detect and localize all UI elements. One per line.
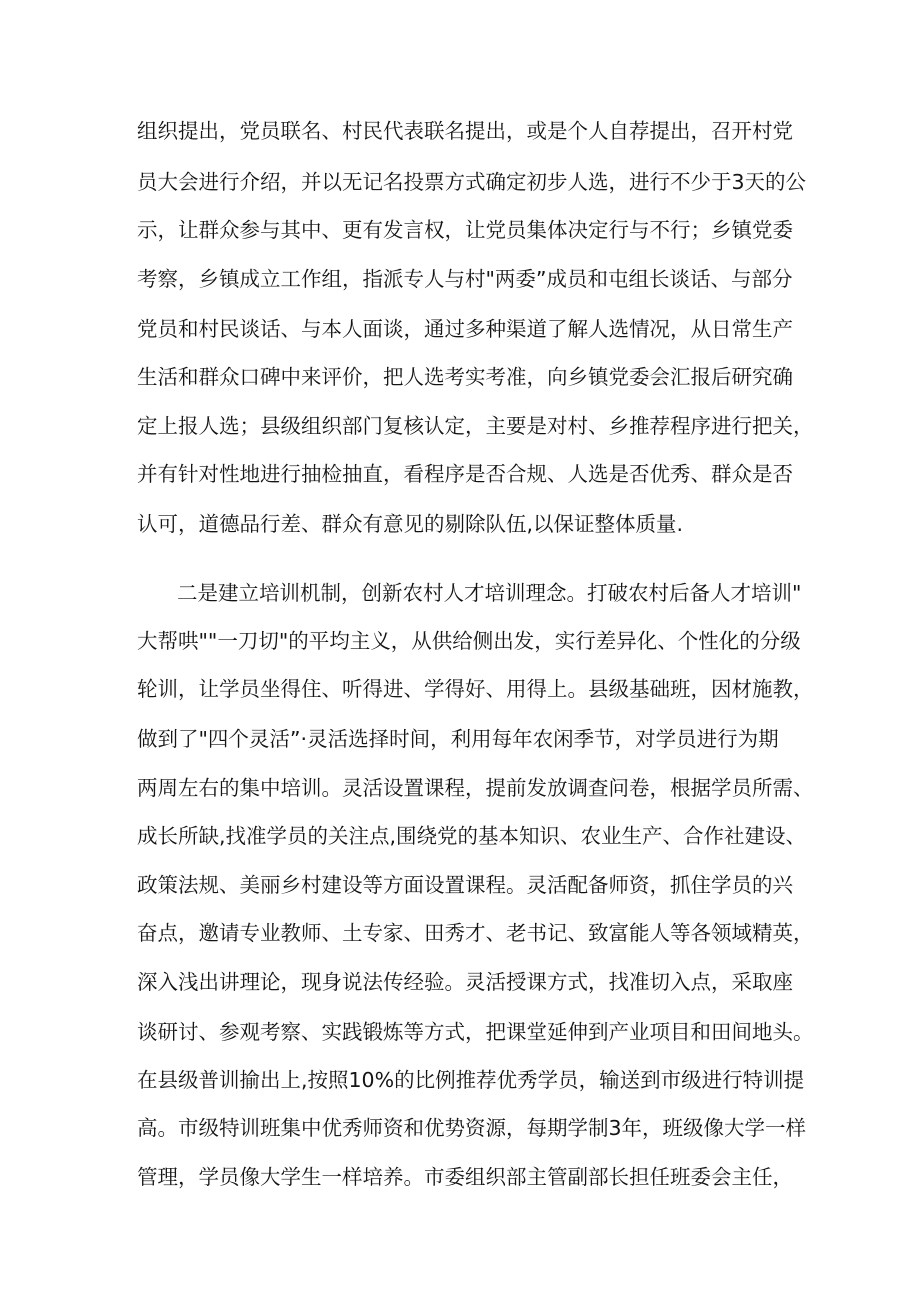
text-line: 员大会进行介绍，并以无记名投票方式确定初步人选，进行不少于3天的公 [137,170,807,194]
text-line: 示，让群众参与其中、更有发言权，让党员集体决定行与不行；乡镇党委 [137,218,793,242]
text-line: 大帮哄""一刀切"的平均主义，从供给侧出发，实行差异化、个性化的分级 [137,629,801,653]
text-line: 考察，乡镇成立工作组，指派专人与村"两委”成员和屯组长谈话、与部分 [137,267,793,291]
text-line: 党员和村民谈话、与本人面谈，通过多种渠道了解人选情况，从日常生产 [137,317,793,341]
text-line: 政策法规、美丽乡村建设等方面设置课程。灵活配备师资，抓住学员的兴 [137,873,793,897]
text-line: 谈研讨、参观考察、实践锻炼等方式，把课堂延伸到产业项目和田间地头。 [137,1020,814,1044]
text-line: 奋点，邀请专业教师、土专家、田秀才、老书记、致富能人等各领域精英， [137,921,814,945]
text-line: 认可，道德品行差、群众有意见的剔除队伍,以保证整体质量. [137,512,684,536]
text-line: 并有针对性地进行抽检抽直，看程序是否合规、人选是否优秀、群众是否 [137,462,793,486]
text-line: 两周左右的集中培训。灵活设置课程，提前发放调查问卷，根据学员所需、 [137,776,814,800]
text-line: 成长所缺,找准学员的关注点,围绕党的基本知识、农业生产、合作社建设、 [137,824,807,848]
text-line: 高。市级特训班集中优秀师资和优势资源，每期学制3年，班级像大学一样 [137,1116,807,1140]
text-line: 做到了"四个灵活”·灵活选择时间，利用每年农闲季节，对学员进行为期 [137,727,779,751]
text-line: 定上报人选；县级组织部门复核认定，主要是对村、乡推荐程序进行把关， [137,414,814,438]
text-line: 轮训，让学员坐得住、听得进、学得好、用得上。县级基础班，因材施教， [137,677,814,701]
text-line: 生活和群众口碑中来评价，把人选考实考准，向乡镇党委会汇报后研究确 [137,365,793,389]
text-line: 在县级普训揄出上,按照10%的比例推荐优秀学员，输送到市级进行特训提 [137,1068,805,1092]
text-line: 深入浅出讲理论，现身说法传经验。灵活授课方式，找准切入点，采取座 [137,970,793,994]
text-line: 组织提出，党员联名、村民代表联名提出，或是个人自荐提出，召开村党 [137,119,793,143]
text-line: 二是建立培训机制，创新农村人才培训理念。打破农村后备人才培训" [177,581,802,605]
text-line: 管理，学员像大学生一样培养。市委组织部主管副部长担任班委会主任， [137,1165,793,1189]
